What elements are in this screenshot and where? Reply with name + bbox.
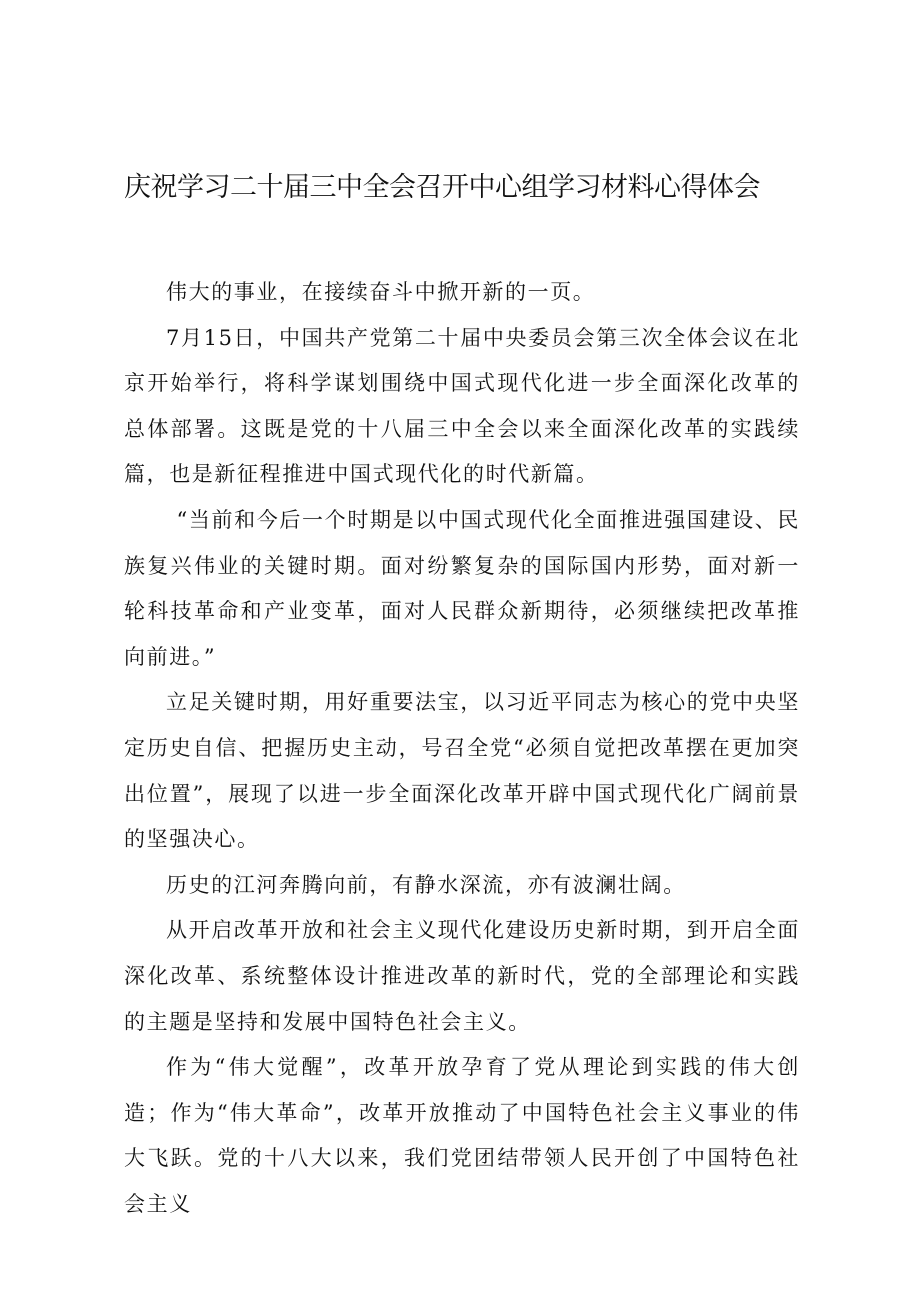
paragraph: 立足关键时期，用好重要法宝，以习近平同志为核心的党中央坚定历史自信、把握历史主动，号召全党“必须自觉把改革摆在更加突出位置”，展现了以进一步全面深化改革开辟中国式现代化广阔前景的坚强决心。 bbox=[124, 690, 800, 852]
paragraph: 伟大的事业，在接续奋斗中掀开新的一页。 bbox=[166, 280, 596, 304]
document-title: 庆祝学习二十届三中全会召开中心组学习材料心得体会 bbox=[124, 172, 760, 203]
paragraph: 历史的江河奔腾向前，有静水深流，亦有波澜壮阔。 bbox=[166, 872, 686, 897]
paragraph: 7月15日，中国共产党第二十届中央委员会第三次全体会议在北京开始举行，将科学谋划围绕中国式现代化进一步全面深化改革的总体部署。这既是党的十八届三中全会以来全面深化改革的实践续篇，也是新征程推进中国式现代化的时代新篇。 bbox=[124, 325, 800, 487]
paragraph: 从开启改革开放和社会主义现代化建设历史新时期，到开启全面深化改革、系统整体设计推进改革的新时代，党的全部理论和实践的主题是坚持和发展中国特色社会主义。 bbox=[124, 918, 800, 1034]
document-body bbox=[124, 270, 800, 1227]
paragraph: 作为“伟大觉醒”，改革开放孕育了党从理论到实践的伟大创造；作为“伟大革命”，改革开放推动了中国特色社会主义事业的伟大飞跃。党的十八大以来，我们党团结带领人民开创了中国特色社会主义 bbox=[124, 1055, 800, 1216]
paragraph: “当前和今后一个时期是以中国式现代化全面推进强国建设、民族复兴伟业的关键时期。面对纷繁复杂的国际国内形势，面对新一轮科技革命和产业变革，面对人民群众新期待，必须继续把改革推向前进。” bbox=[124, 507, 800, 669]
